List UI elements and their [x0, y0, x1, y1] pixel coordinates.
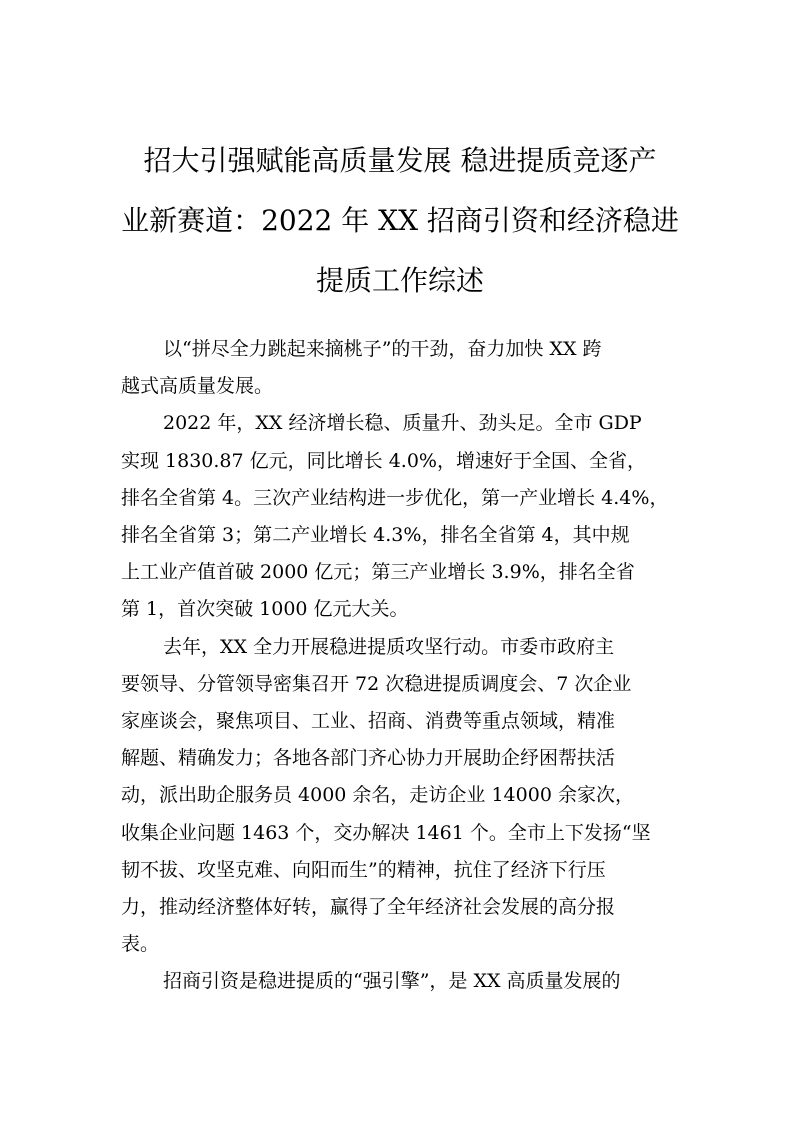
paragraph-line: 解题、精确发力；各地各部门齐心协力开展助企纾困帮扶活 [121, 747, 616, 770]
paragraph-line: 收集企业问题 1463 个，交办解决 1461 个。全市上下发扬“坚 [121, 821, 651, 844]
paragraph-campaign [121, 629, 681, 964]
title-line: 招大引强赋能高质量发展 稳进提质竞逐产 [143, 144, 657, 177]
paragraph-line: 招商引资是稳进提质的“强引擎”，是 XX 高质量发展的 [163, 970, 621, 993]
paragraph-line: 去年，XX 全力开展稳进提质攻坚行动。市委市政府主 [163, 635, 615, 658]
paragraph-line: 排名全省第 4。三次产业结构进一步优化，第一产业增长 4.4%， [121, 486, 669, 509]
document-title [110, 131, 690, 311]
paragraph-line: 家座谈会，聚焦项目、工业、招商、消费等重点领域，精准 [121, 710, 616, 733]
title-line: 业新赛道：2022 年 XX 招商引资和经济稳进 [121, 204, 679, 237]
paragraph-investment [121, 963, 681, 1000]
paragraph-line: 第 1，首次突破 1000 亿元大关。 [121, 598, 409, 621]
paragraph-line: 表。 [121, 933, 160, 956]
paragraph-intro [121, 331, 681, 405]
paragraph-line: 动，派出助企服务员 4000 余名，走访企业 14000 余家次， [121, 784, 634, 807]
paragraph-line: 要领导、分管领导密集召开 72 次稳进提质调度会、7 次企业 [121, 672, 632, 695]
paragraph-economy-2022 [121, 405, 681, 628]
document-body [121, 331, 681, 1001]
paragraph-line: 2022 年，XX 经济增长稳、质量升、劲头足。全市 GDP [163, 412, 642, 435]
paragraph-line: 上工业产值首破 2000 亿元；第三产业增长 3.9%，排名全省 [121, 561, 635, 584]
paragraph-line: 韧不拔、攻坚克难、向阳而生”的精神，抗住了经济下行压 [121, 858, 606, 881]
paragraph-line: 力，推动经济整体好转，赢得了全年经济社会发展的高分报 [121, 896, 616, 919]
title-line: 提质工作综述 [315, 264, 484, 297]
paragraph-line: 以“拼尽全力跳起来摘桃子”的干劲，奋力加快 XX 跨 [163, 338, 602, 360]
paragraph-line: 越式高质量发展。 [121, 375, 274, 398]
paragraph-line: 排名全省第 3；第二产业增长 4.3%，排名全省第 4，其中规 [121, 524, 630, 547]
paragraph-line: 实现 1830.87 亿元，同比增长 4.0%，增速好于全国、全省， [121, 449, 646, 472]
